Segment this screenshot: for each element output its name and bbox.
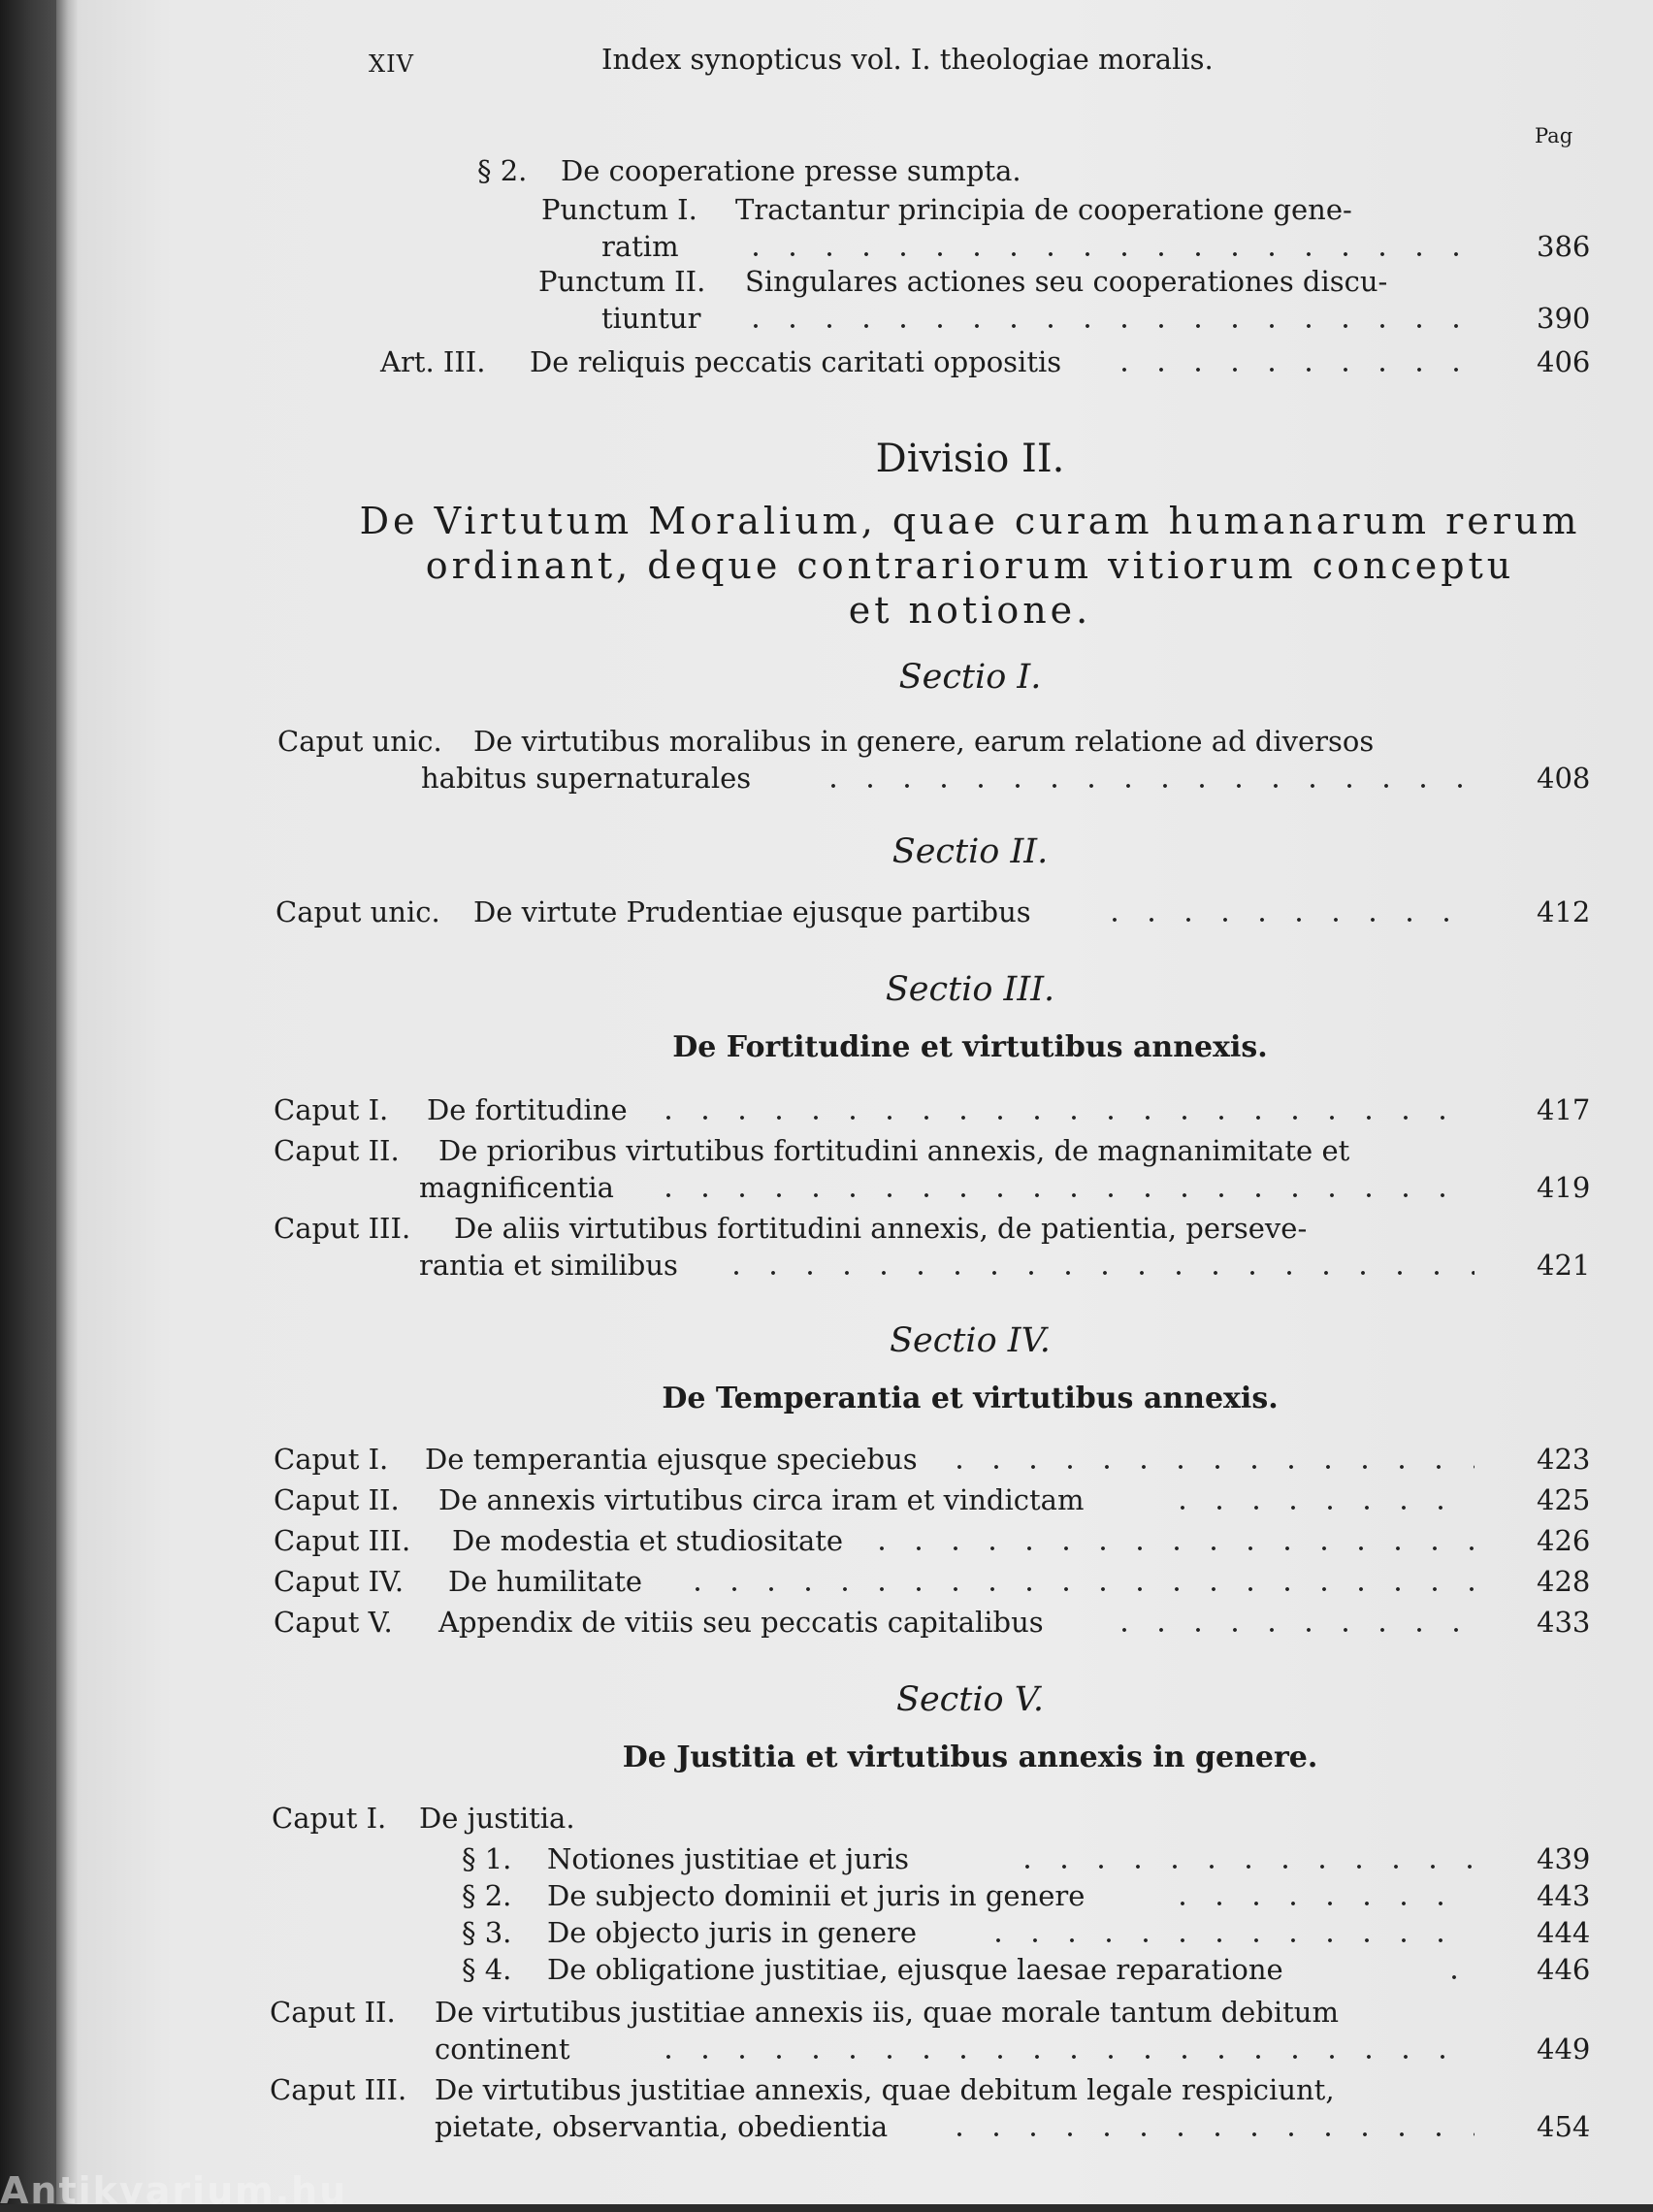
entry-page: 386	[1537, 230, 1591, 263]
sectio-title: Sectio V.	[895, 1680, 1045, 1719]
entry-label: Caput I.	[274, 1443, 389, 1476]
entry-text: De virtutibus moralibus in genere, earum relatione ad diversos	[473, 725, 1375, 758]
leader-dots	[679, 1564, 1475, 1599]
leader-dots	[737, 229, 1475, 264]
leader-dots	[863, 1523, 1475, 1558]
entry-page: 390	[1537, 302, 1591, 335]
entry-text: De reliquis peccatis caritati oppositis	[530, 345, 1062, 378]
entry-page: 417	[1537, 1093, 1591, 1126]
divisio-subtitle: et notione.	[848, 589, 1092, 632]
leader-dots	[815, 761, 1475, 796]
leader-dots	[650, 1092, 1475, 1127]
leader-dots	[650, 2032, 1475, 2066]
leader-dots	[941, 2109, 1475, 2144]
entry-label: Art. III.	[380, 345, 486, 378]
entry-text: De temperantia ejusque speciebus	[425, 1443, 918, 1476]
entry-label: § 2.	[477, 154, 528, 187]
entry-page: 446	[1537, 1953, 1591, 1986]
leader-dots	[1436, 1952, 1475, 1987]
leader-dots	[1009, 1841, 1475, 1876]
entry-text: Tractantur principia de cooperatione gene-	[735, 193, 1352, 226]
divisio-title: Divisio II.	[875, 437, 1065, 481]
entry-page: 423	[1537, 1443, 1591, 1476]
leader-dots	[1096, 895, 1475, 929]
entry-text: Singulares actiones seu cooperationes discu-	[745, 265, 1388, 298]
entry-text: rantia et similibus	[419, 1249, 678, 1282]
entry-page: 439	[1537, 1842, 1591, 1875]
entry-page: 426	[1537, 1524, 1591, 1557]
entry-page: 412	[1537, 895, 1591, 928]
entry-text: De cooperatione presse sumpta.	[561, 154, 1021, 187]
entry-label: § 3.	[462, 1916, 512, 1949]
entry-label: Caput unic.	[277, 725, 442, 758]
entry-label: Caput II.	[274, 1483, 400, 1516]
entry-text: De prioribus virtutibus fortitudini annexis, de magnanimitate et	[438, 1134, 1350, 1167]
entry-text: De subjecto dominii et juris in genere	[547, 1879, 1086, 1912]
entry-text: De virtute Prudentiae ejusque partibus	[473, 895, 1031, 928]
running-title: Index synopticus vol. I. theologiae moralis.	[601, 43, 1214, 76]
divisio-subtitle: ordinant, deque contrariorum vitiorum conceptu	[425, 544, 1515, 587]
page-number: XIV	[369, 50, 414, 78]
entry-label: Caput III.	[274, 1524, 411, 1557]
entry-text: pietate, observantia, obedientia	[435, 2110, 889, 2143]
entry-label: Caput I.	[272, 1802, 387, 1835]
entry-text: De virtutibus justitiae annexis, quae debitum legale respiciunt,	[435, 2073, 1335, 2106]
entry-text: Notiones justitiae et juris	[547, 1842, 909, 1875]
entry-text: De annexis virtutibus circa iram et vindictam	[438, 1483, 1085, 1516]
entry-label: Caput IV.	[274, 1565, 405, 1598]
leader-dots	[1164, 1482, 1475, 1517]
leader-dots	[980, 1915, 1475, 1950]
entry-page: 421	[1537, 1249, 1591, 1282]
entry-text: tiuntur	[601, 302, 701, 335]
entry-label: Caput unic.	[276, 895, 440, 928]
entry-text: De modestia et studiositate	[452, 1524, 844, 1557]
entry-text: De aliis virtutibus fortitudini annexis, de patientia, perseve-	[454, 1212, 1308, 1245]
entry-label: Caput II.	[274, 1134, 400, 1167]
pag-column-label: Pag	[1535, 124, 1573, 147]
entry-text: De obligatione justitiae, ejusque laesae reparatione	[547, 1953, 1283, 1986]
entry-text: De humilitate	[448, 1565, 643, 1598]
leader-dots	[941, 1442, 1475, 1477]
entry-label: § 2.	[462, 1879, 512, 1912]
sectio-title: Sectio II.	[891, 832, 1049, 871]
leader-dots	[737, 301, 1475, 336]
sectio-title: Sectio IV.	[890, 1321, 1051, 1360]
entry-page: 408	[1537, 762, 1591, 795]
leader-dots	[650, 1170, 1475, 1205]
entry-page: 406	[1537, 345, 1591, 378]
entry-text: De objecto juris in genere	[547, 1916, 918, 1949]
entry-text: De justitia.	[419, 1802, 575, 1835]
entry-page: 428	[1537, 1565, 1591, 1598]
sectio-title: Sectio I.	[898, 658, 1042, 697]
entry-text: magnificentia	[419, 1171, 614, 1204]
entry-text: ratim	[601, 230, 679, 263]
entry-text: Appendix de vitiis seu peccatis capitalibus	[438, 1606, 1044, 1639]
divisio-subtitle: De Virtutum Moralium, quae curam humanarum rerum	[359, 500, 1581, 542]
sectio-heading: De Fortitudine et virtutibus annexis.	[672, 1030, 1268, 1064]
entry-label: Caput II.	[270, 1996, 396, 2029]
book-spine	[0, 0, 56, 2204]
sectio-title: Sectio III.	[885, 970, 1055, 1009]
entry-label: Caput III.	[270, 2073, 407, 2106]
leader-dots	[1106, 1605, 1475, 1640]
watermark: Antikvarium.hu	[0, 2169, 348, 2212]
sectio-heading: De Temperantia et virtutibus annexis.	[662, 1382, 1279, 1415]
entry-page: 419	[1537, 1171, 1591, 1204]
entry-text: De virtutibus justitiae annexis iis, quae morale tantum debitum	[435, 1996, 1339, 2029]
entry-label: § 4.	[462, 1953, 512, 1986]
entry-text: continent	[435, 2033, 570, 2066]
entry-label: Punctum II.	[538, 265, 706, 298]
leader-dots	[1106, 344, 1475, 379]
sectio-heading: De Justitia et virtutibus annexis in genere.	[622, 1740, 1318, 1774]
entry-label: Caput I.	[274, 1093, 389, 1126]
entry-page: 425	[1537, 1483, 1591, 1516]
entry-label: Caput III.	[274, 1212, 411, 1245]
entry-page: 444	[1537, 1916, 1591, 1949]
entry-label: Punctum I.	[541, 193, 697, 226]
entry-page: 433	[1537, 1606, 1591, 1639]
entry-text: De fortitudine	[427, 1093, 628, 1126]
entry-text: habitus supernaturales	[421, 762, 752, 795]
entry-page: 443	[1537, 1879, 1591, 1912]
book-gutter	[56, 0, 78, 2204]
book-page	[78, 0, 1653, 2204]
entry-label: § 1.	[462, 1842, 512, 1875]
leader-dots	[1164, 1878, 1475, 1913]
entry-label: Caput V.	[274, 1606, 393, 1639]
entry-page: 449	[1537, 2033, 1591, 2066]
leader-dots	[718, 1248, 1475, 1283]
entry-page: 454	[1537, 2110, 1591, 2143]
